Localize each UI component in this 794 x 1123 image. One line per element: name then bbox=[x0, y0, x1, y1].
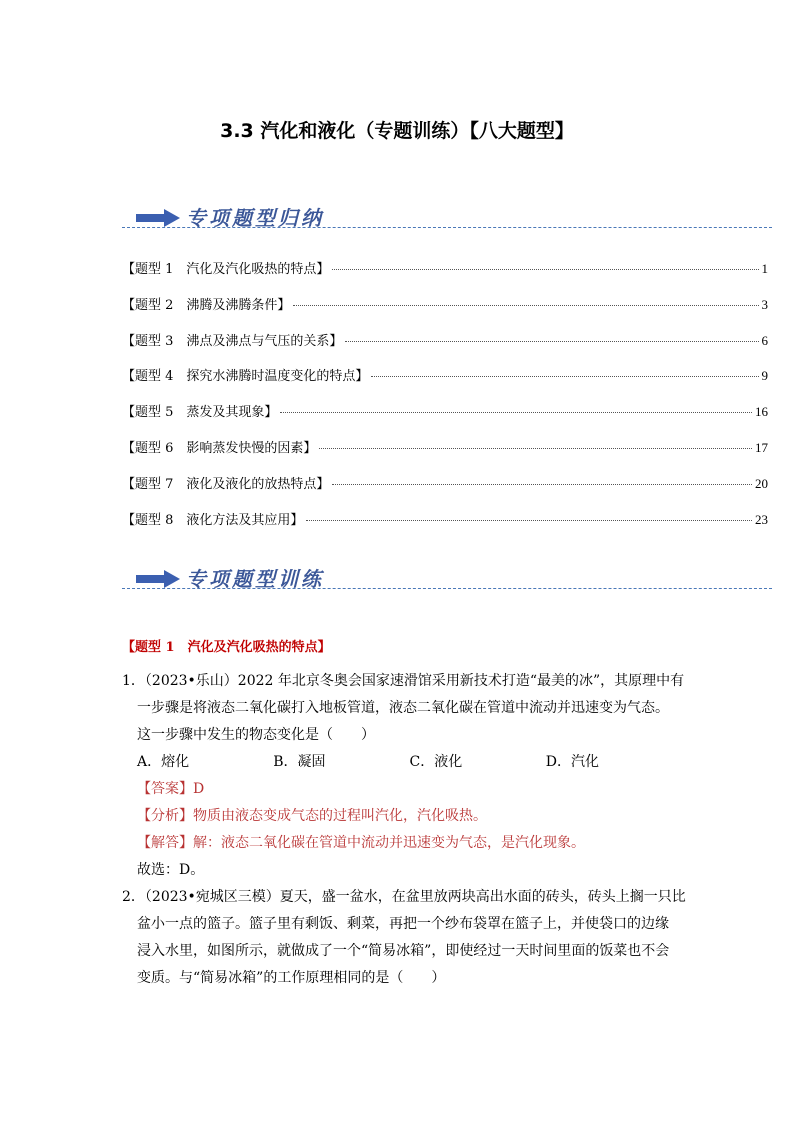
toc-item-label: 【题型 3 沸点及沸点与气压的关系】 bbox=[122, 333, 343, 349]
answer-line: 【答案】D bbox=[137, 781, 205, 797]
toc-item-page: 17 bbox=[755, 439, 768, 455]
toc-item[interactable] bbox=[122, 437, 768, 473]
toc-item-page: 3 bbox=[761, 296, 768, 312]
option-b[interactable]: B．凝固 bbox=[273, 754, 326, 770]
toc-item-label: 【题型 7 液化及液化的放热特点】 bbox=[122, 476, 330, 492]
toc-leader bbox=[371, 376, 758, 377]
toc-item-label: 【题型 6 影响蒸发快慢的因素】 bbox=[122, 440, 317, 456]
toc-item[interactable] bbox=[122, 473, 768, 509]
toc-item-page: 16 bbox=[755, 404, 768, 420]
toc-item-page: 20 bbox=[755, 475, 768, 491]
toc-item-page: 6 bbox=[761, 332, 768, 348]
solution-line: 【解答】解：液态二氧化碳在管道中流动并迅速变为气态，是汽化现象。 bbox=[137, 835, 585, 851]
question-2 bbox=[122, 884, 686, 992]
toc-leader bbox=[332, 269, 758, 270]
question-line: 2．（2023•宛城区三模）夏天，盛一盆水，在盆里放两块高出水面的砖头，砖头上搁一只比 bbox=[122, 889, 686, 905]
toc-item[interactable] bbox=[122, 401, 768, 437]
option-c[interactable]: C．液化 bbox=[409, 754, 463, 770]
toc-item[interactable] bbox=[122, 294, 768, 330]
toc-item-page: 1 bbox=[761, 261, 768, 276]
section-title-summary: 专项题型归纳 bbox=[186, 206, 324, 230]
question-line: 浸入水里，如图所示，就做成了一个“简易冰箱”，即使经过一天时间里面的饭菜也不会 bbox=[137, 943, 670, 959]
toc-item[interactable] bbox=[122, 365, 768, 401]
option-d[interactable]: D．汽化 bbox=[545, 754, 599, 770]
option-a[interactable]: A．熔化 bbox=[137, 754, 190, 770]
toc-item[interactable] bbox=[122, 258, 768, 294]
toc-item-label: 【题型 8 液化方法及其应用】 bbox=[122, 512, 304, 528]
analysis-line: 【分析】物质由液态变成气态的过程叫汽化，汽化吸热。 bbox=[137, 808, 487, 824]
toc-item-label: 【题型 2 沸腾及沸腾条件】 bbox=[122, 297, 291, 313]
arrow-right-icon bbox=[136, 209, 180, 227]
question-type-heading: 【题型 1 汽化及汽化吸热的特点】 bbox=[122, 640, 331, 655]
section-divider bbox=[122, 227, 772, 228]
choice-line: 故选：D。 bbox=[137, 862, 205, 878]
answer-options bbox=[122, 749, 682, 776]
section-title-training: 专项题型训练 bbox=[186, 567, 324, 591]
question-line: 一步骤是将液态二氧化碳打入地板管道，液态二氧化碳在管道中流动并迅速变为气态。 bbox=[137, 700, 669, 716]
toc-leader bbox=[293, 305, 758, 306]
question-line: 盆小一点的篮子。篮子里有剩饭、剩菜，再把一个纱布袋罩在篮子上，并使袋口的边缘 bbox=[137, 916, 669, 932]
page-title: 3.3 汽化和液化（专题训练）【八大题型】 bbox=[220, 120, 574, 142]
toc-leader bbox=[332, 484, 752, 485]
toc-item[interactable] bbox=[122, 509, 768, 545]
toc-item[interactable] bbox=[122, 330, 768, 366]
question-line: 1．（2023•乐山）2022 年北京冬奥会国家速滑馆采用新技术打造“最美的冰”，其原理中有 bbox=[122, 673, 685, 689]
section-divider bbox=[122, 588, 772, 589]
table-of-contents bbox=[122, 258, 768, 544]
question-line: 变质。与“简易冰箱”的工作原理相同的是（ ） bbox=[137, 970, 446, 986]
toc-item-page: 9 bbox=[761, 368, 768, 384]
question-1 bbox=[122, 668, 685, 884]
section-header-summary bbox=[122, 200, 772, 234]
toc-item-label: 【题型 5 蒸发及其现象】 bbox=[122, 405, 278, 421]
toc-leader bbox=[306, 520, 752, 521]
toc-leader bbox=[345, 341, 758, 342]
arrow-right-icon bbox=[136, 570, 180, 588]
question-line: 这一步骤中发生的物态变化是（ ） bbox=[137, 727, 375, 743]
toc-leader bbox=[280, 412, 752, 413]
toc-item-page: 23 bbox=[755, 511, 768, 527]
toc-item-label: 【题型 1 汽化及汽化吸热的特点】 bbox=[122, 262, 330, 277]
toc-leader bbox=[319, 448, 752, 449]
section-header-training bbox=[122, 561, 772, 595]
toc-item-label: 【题型 4 探究水沸腾时温度变化的特点】 bbox=[122, 369, 369, 385]
